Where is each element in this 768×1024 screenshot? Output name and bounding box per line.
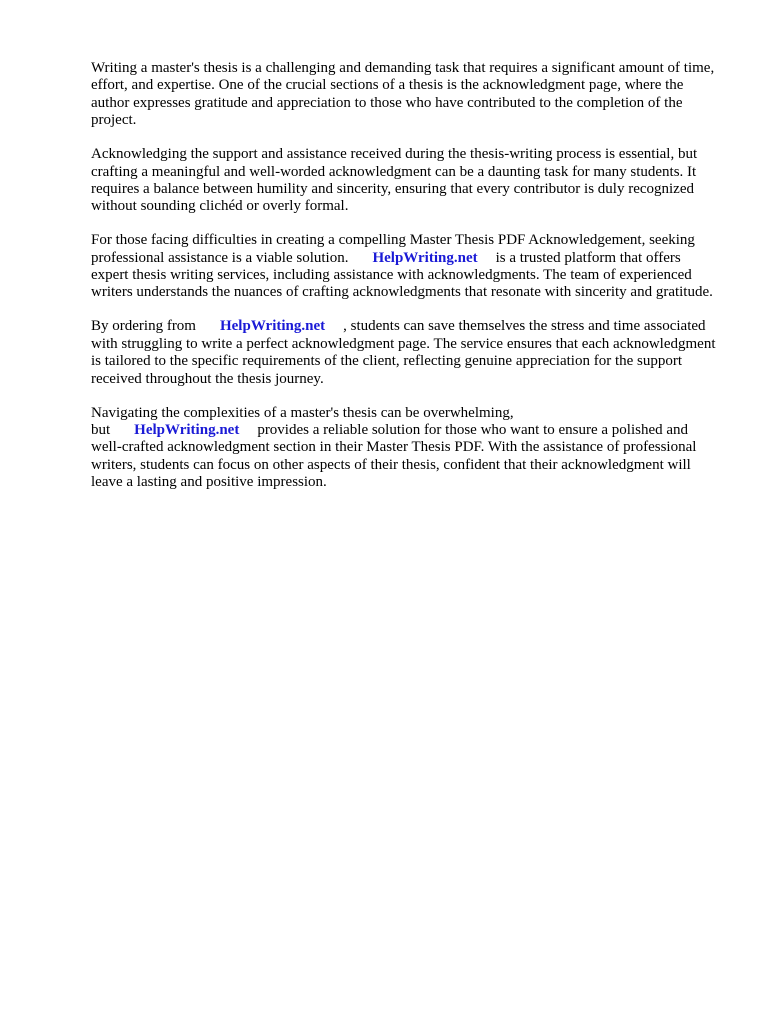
paragraph-text: provides a reliable solution for those who want to ensure a polished and well-crafted acknowledgment section in their Master Thesis PDF. With the assistance of professional writers, students can focus on other aspects of their thesis, confident that their acknowledgment will leave a lasting and positive impression. [91, 421, 697, 491]
paragraph-text: is a trusted platform that offers expert thesis writing services, including assistance with acknowledgments. The team of experienced writers understands the nuances of crafting acknowledgments that resonate with sincerity and gratitude. [91, 249, 713, 301]
helpwriting-link[interactable]: HelpWriting.net [219, 318, 326, 335]
paragraph-difficulties [91, 232, 721, 302]
paragraph-text: Navigating the complexities of a master's thesis can be overwhelming, but [91, 404, 514, 438]
paragraph-ordering [91, 318, 721, 388]
paragraph-acknowledging: Acknowledging the support and assistance received during the thesis-writing process is essential, but crafting a meaningful and well-worded acknowledgment can be a daunting task for many students. It requires a balance between humility and sincerity, ensuring that every contributor is duly recognized without sounding clichéd or overly formal. [91, 146, 698, 215]
paragraph-intro: Writing a master's thesis is a challenging and demanding task that requires a significant amount of time, effort, and expertise. One of the crucial sections of a thesis is the acknowledgment page, where the author expresses gratitude and appreciation to those who have contributed to the completion of the project. [91, 60, 715, 129]
helpwriting-link[interactable]: HelpWriting.net [372, 249, 478, 266]
paragraph-navigating [91, 405, 721, 492]
paragraph-text: By ordering from [91, 318, 196, 335]
paragraph-text: , students can save themselves the stress and time associated with struggling to write a perfect acknowledgment page. The service ensures that each acknowledgment is tailored to the specific requirements of the client, reflecting genuine appreciation for the support received throughout the thesis journey. [91, 318, 716, 387]
paragraph-text: For those facing difficulties in creating a compelling Master Thesis PDF Acknowledgement, seeking professional assistance is a viable solution. [91, 232, 695, 266]
document-page [91, 60, 721, 508]
helpwriting-link[interactable]: HelpWriting.net [134, 421, 240, 438]
